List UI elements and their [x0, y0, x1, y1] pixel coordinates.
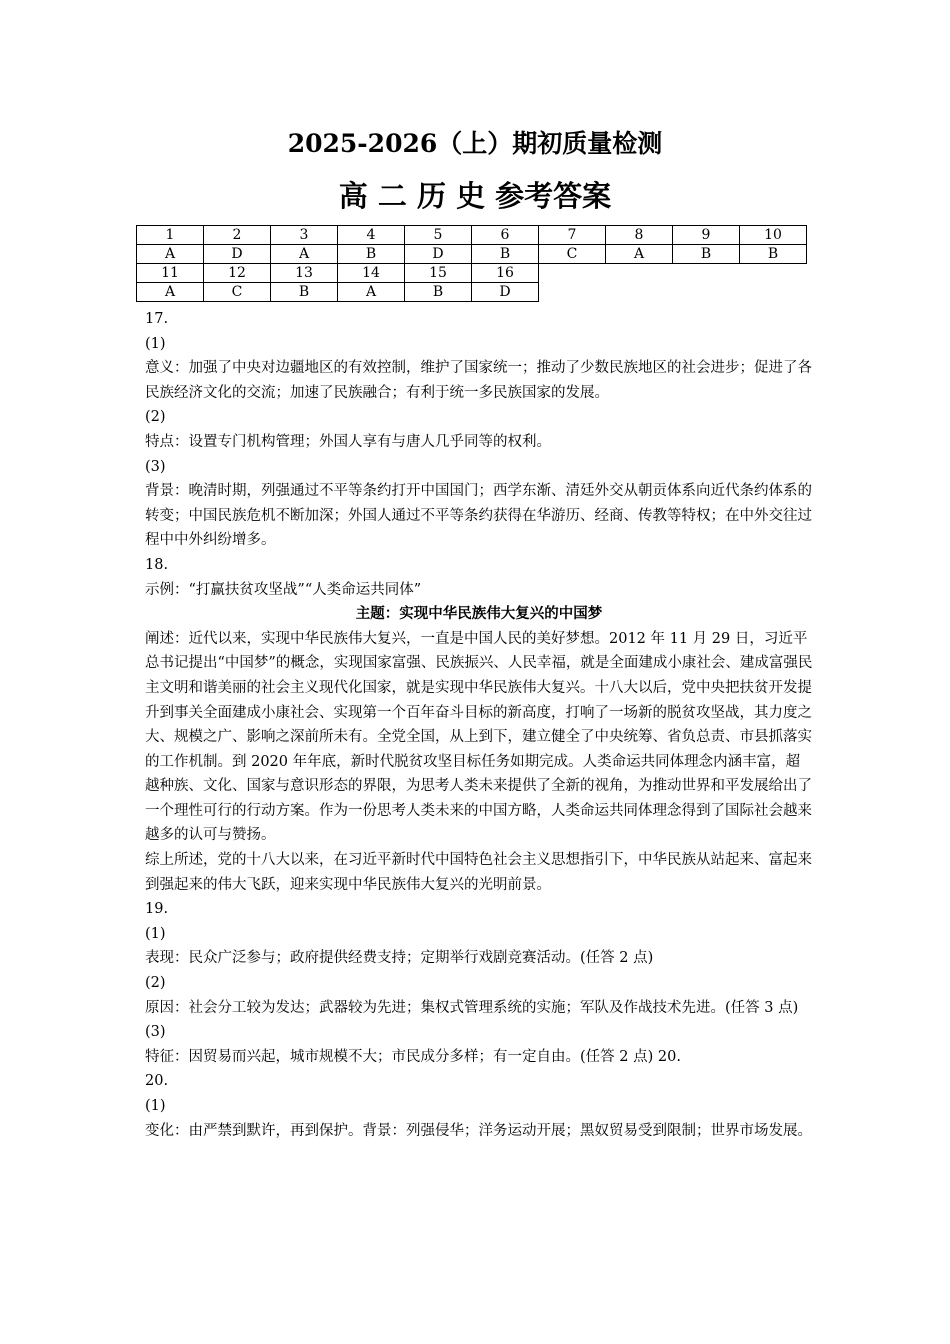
answer-table-row-answers-2: [137, 283, 807, 302]
question-number-cell: 6: [472, 226, 539, 245]
answer-cell: D: [472, 283, 539, 302]
question-number-cell: 1: [137, 226, 204, 245]
q17-part2-text: 特点：设置专门机构管理；外国人享有与唐人几乎同等的权利。: [145, 433, 551, 450]
question-number-cell: 11: [137, 264, 204, 283]
q20-part1-label: (1): [145, 1098, 166, 1114]
q19-part1-label: (1): [145, 925, 166, 942]
answer-cell: C: [539, 245, 606, 264]
question-number-cell: 13: [271, 264, 338, 283]
q18-number: 18.: [145, 556, 169, 573]
q19-number: 19.: [145, 901, 169, 918]
question-number-cell: 3: [271, 226, 338, 245]
answer-cell: A: [137, 283, 204, 302]
q17-number: 17.: [145, 311, 169, 327]
answer-table-row-answers-1: [137, 245, 807, 264]
question-number-cell: 15: [405, 264, 472, 283]
question-number-cell: 12: [204, 264, 271, 283]
answer-cell: A: [338, 283, 405, 302]
answer-cell: B: [338, 245, 405, 264]
question-number-cell: 2: [204, 226, 271, 245]
empty-cell: [539, 283, 606, 302]
answer-table-row-numbers-1: [137, 226, 807, 245]
q19-part2-text: 原因：社会分工较为发达；武器较为先进；集权式管理系统的实施；军队及作战技术先进。(任答 3 点): [145, 999, 799, 1016]
question-number-cell: 16: [472, 264, 539, 283]
question-number-cell: 10: [740, 226, 807, 245]
q19-part2-label: (2): [145, 975, 166, 992]
answer-table-row-numbers-2: [137, 264, 807, 283]
q17-part1-text: 意义：加强了中央对边疆地区的有效控制，维护了国家统一；推动了少数民族地区的社会进步；促进了各民族经济文化的交流；加速了民族融合；有利于统一多民族国家的发展。: [145, 360, 812, 401]
question-number-cell: 14: [338, 264, 405, 283]
answer-cell: B: [673, 245, 740, 264]
empty-cell: [740, 264, 807, 283]
q19-part3-text: 特征：因贸易而兴起，城市规模不大；市民成分多样；有一定自由。(任答 2 点) 20.: [145, 1048, 681, 1065]
q17-part3-text: 背景：晚清时期，列强通过不平等条约打开中国国门；西学东渐、清廷外交从朝贡体系向近代条约体系的转变；中国民族危机不断加深；外国人通过不平等条约获得在华游历、经商、传教等特权；在中外交往过程中中外纠纷增多。: [145, 483, 812, 549]
empty-cell: [606, 264, 673, 283]
q18-theme: 主题：实现中华民族伟大复兴的中国梦: [355, 605, 603, 623]
answer-cell: B: [472, 245, 539, 264]
answer-cell: A: [271, 245, 338, 264]
q17-part1-label: (1): [145, 335, 166, 352]
empty-cell: [539, 264, 606, 283]
q18-conclusion: 综上所述，党的十八大以来，在习近平新时代中国特色社会主义思想指引下，中华民族从站起来、富起来到强起来的伟大飞跃，迎来实现中华民族伟大复兴的光明前景。: [145, 852, 812, 893]
answer-key-title: 高 二 历 史 参考答案: [338, 179, 612, 213]
empty-cell: [606, 283, 673, 302]
empty-cell: [740, 283, 807, 302]
answer-cell: D: [405, 245, 472, 264]
q18-body: 阐述：近代以来，实现中华民族伟大复兴，一直是中国人民的美好梦想。2012 年 11 月 29 日，习近平总书记提出“中国梦”的概念，实现国家富强、民族振兴、人民幸福，就是全面建成小康社会、建成富强民主文明和谐美丽的社会主义现代化国家，就是实现中华民族伟大复兴。十八大以后，党中央把扶贫开发提升到事关全面建成小康社会、实现第一个百年奋斗目标的新高度，打响了一场新的脱贫攻坚战，其力度之大、规模之广、影响之深前所未有。全党全国，从上到下，建立健全了中央统筹、省负总责、市县抓落实的工作机制。到 2020 年年底，新时代脱贫攻坚目标任务如期完成。人类命运共同体理念内涵丰富，超越种族、文化、国家与意识形态的界限，为思考人类未来提供了全新的视角，为推动世界和平发展给出了一个理性可行的行动方案。作为一份思考人类未来的中国方略，人类命运共同体理念得到了国际社会越来越多的认可与赞扬。: [145, 630, 813, 844]
question-number-cell: 4: [338, 226, 405, 245]
answer-cell: C: [204, 283, 271, 302]
question-number-cell: 7: [539, 226, 606, 245]
answer-cell: B: [271, 283, 338, 302]
answer-cell: B: [740, 245, 807, 264]
q20-number: 20.: [145, 1073, 169, 1090]
q19-part3-label: (3): [145, 1024, 166, 1041]
answer-cell: A: [606, 245, 673, 264]
answer-content: [145, 307, 813, 1143]
question-number-cell: 5: [405, 226, 472, 245]
empty-cell: [673, 264, 740, 283]
empty-cell: [673, 283, 740, 302]
q19-part1-text: 表现：民众广泛参与；政府提供经费支持；定期举行戏剧竞赛活动。(任答 2 点): [145, 950, 654, 967]
question-number-cell: 8: [606, 226, 673, 245]
q17-part2-label: (2): [145, 409, 166, 426]
q17-part3-label: (3): [145, 458, 166, 475]
answer-cell: B: [405, 283, 472, 302]
exam-title: 2025-2026（上）期初质量检测: [287, 129, 663, 158]
q20-part1-text: 变化：由严禁到默许，再到保护。背景：列强侵华；洋务运动开展；黑奴贸易受到限制；世界市场发展。: [145, 1122, 812, 1139]
answer-table: [136, 225, 807, 302]
question-number-cell: 9: [673, 226, 740, 245]
q18-example: 示例：“打赢扶贫攻坚战”“人类命运共同体”: [145, 581, 422, 598]
answer-cell: D: [204, 245, 271, 264]
answer-cell: A: [137, 245, 204, 264]
